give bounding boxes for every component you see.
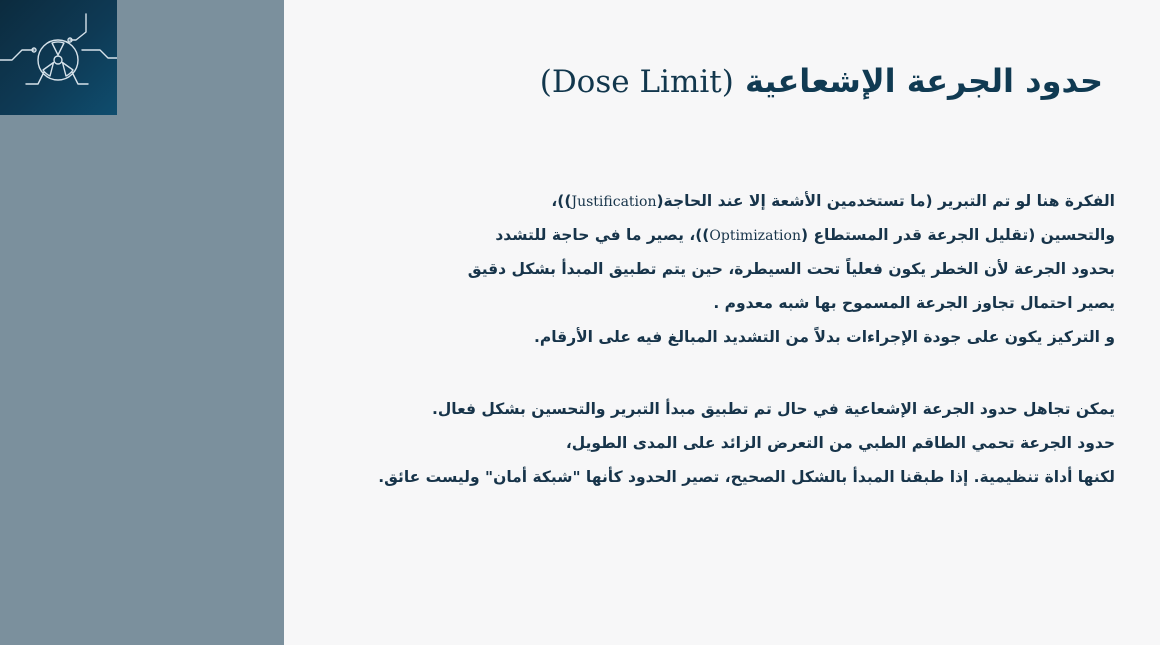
latin-term: Justification [571,194,657,210]
slide-title [540,62,1103,100]
slide-content [284,0,1160,645]
title-arabic: حدود الجرعة الإشعاعية [744,62,1103,100]
text-segment: ))، يصير ما في حاجة للتشدد [495,226,710,244]
paragraph-line: و التركيز يكون على جودة الإجراءات بدلاً من التشديد المبالغ فيه على الأرقام. [533,328,1115,346]
paragraph-principles [468,188,1115,358]
text-segment: الفكرة هنا لو تم التبرير (ما تستخدمين الأشعة إلا عند الحاجة( [656,192,1115,210]
paragraph-line: بحدود الجرعة لأن الخطر يكون فعلياً تحت السيطرة، حين يتم تطبيق المبدأ بشكل دقيق [467,260,1115,278]
text-segment: ))، [551,192,572,210]
paragraph-line: يمكن تجاهل حدود الجرعة الإشعاعية في حال تم تطبيق مبدأ التبرير والتحسين بشكل فعال. [431,400,1115,418]
paragraph-line [468,222,1115,256]
paragraph-line: لكنها أداة تنظيمية. إذا طبقنا المبدأ بالشكل الصحيح، تصير الحدود كأنها "شبكة أمان" وليست عائق. [378,468,1115,486]
radiation-circuit-logo-icon [0,0,117,115]
logo-panel [0,0,117,115]
text-segment: والتحسين (تقليل الجرعة قدر المستطاع ( [800,226,1115,244]
side-panel [0,0,284,645]
paragraph-line: يصير احتمال تجاوز الجرعة المسموح بها شبه معدوم . [713,294,1115,312]
latin-term: Optimization [709,228,801,244]
paragraph-summary [378,396,1115,498]
paragraph-line: حدود الجرعة تحمي الطاقم الطبي من التعرض الزائد على المدى الطويل، [565,434,1115,452]
title-latin: (Dose Limit) [539,64,734,100]
paragraph-line [468,188,1115,222]
